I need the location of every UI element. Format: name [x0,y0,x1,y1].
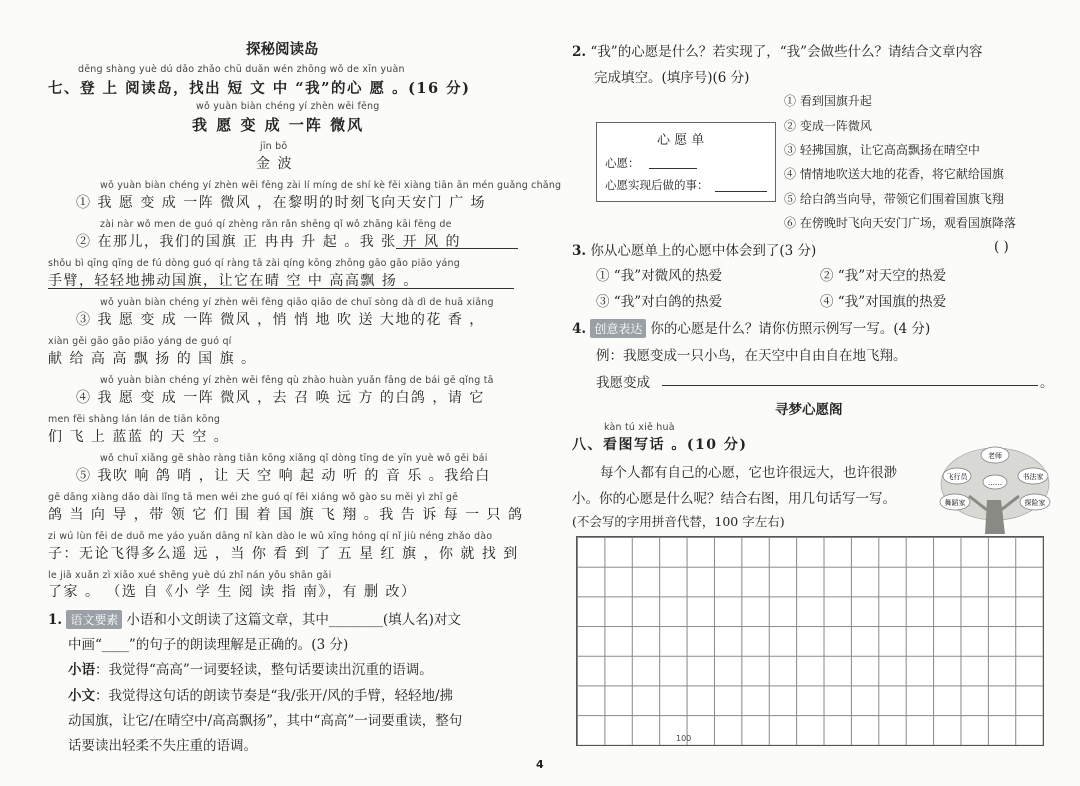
line-11-text: 了家 。 （选 自《小 学 生 阅 读 指 南》，有 删 改） [48,584,417,600]
line-11-pinyin: le jiā xuǎn zì xiǎo xué shēng yuè dú zhǐ nán yǒu shān gǎi [48,570,332,581]
question-4 [572,317,930,338]
option-1: ① 看到国旗升起 [784,94,872,108]
line-2-pinyin: zài nàr wǒ men de guó qí zhèng rǎn rǎn shēng qǐ wǒ zhāng kāi fēng de [100,219,452,230]
line-8-text: ⑤ 我吹 响 鸽 哨 ，让 天 空 响 起 动 听 的 音 乐 。我给白 [76,468,491,484]
grid-100-mark: 100 [676,734,692,743]
xiaowen-line3: 话要读出轻柔不失庄重的语调。 [68,738,257,754]
q2-line1: “我”的心愿是什么？若实现了，“我”会做些什么？请结合文章内容 [590,44,983,60]
tree-label-teacher: 老师 [988,452,1002,460]
line-5-pinyin: xiàn gěi gāo gāo piāo yáng de guó qí [48,336,232,347]
q7-heading: 七、登 上 阅读岛，找出 短 文 中 “我”的心 愿 。(16 分) [48,80,471,97]
line-1-pinyin: wǒ yuàn biàn chéng yí zhèn wēi fēng zài lí míng de shí kè fēi xiàng tiān ān mén guǎng chǎng [100,180,562,191]
option-5: ⑤ 给白鸽当向导，带领它们围着国旗飞翔 [784,192,1004,206]
xiaowen-text1: ：我觉得这句话的朗读节奏是“我/张开/风的手臂，轻轻地/拂 [95,688,454,704]
tree-label-calligrapher: 书法家 [1022,473,1044,481]
underline-a [396,248,518,249]
line-7-text: 们 飞 上 蓝蓝 的 天 空 。 [48,429,230,445]
wish-card [596,122,776,202]
option-3: ③ 轻拂国旗，让它高高飘扬在晴空中 [784,143,980,157]
q3-answer-paren[interactable]: ( ) [994,239,1009,255]
tree-label-pilot: 飞行员 [946,473,968,481]
line-3-text: 手臂，轻轻地拂动国旗，让它在晴 空 中 高高飘 扬 。 [48,273,419,289]
poem-title-pinyin: wǒ yuàn biàn chéng yí zhèn wēi fēng [196,101,380,112]
author: 金 波 [256,156,293,172]
option-4: ④ 情情地吹送大地的花香，将它献给国旗 [784,167,1004,181]
tree-label-dancer: 舞蹈家 [944,499,966,507]
q7-pinyin: dēng shàng yuè dú dǎo zhǎo chū duǎn wén zhōng wǒ de xīn yuàn [78,64,405,75]
q8-body1: 每个人都有自己的心愿，它也许很远大，也许很渺 [600,465,897,481]
poem-title: 我 愿 变 成 一阵 微风 [192,116,365,134]
q1-number: 1. [48,612,63,628]
line-9-text: 鸽 当 向 导 ，带 领 它 们 围 着 国 旗 飞 翔 。我 告 诉 每 一 只 鸽 [48,507,524,523]
card-wish-blank[interactable] [649,168,697,169]
xiaowen-line2: 动国旗，让它/在晴空中/高高飘扬”，其中“高高”一词要重读，整句 [68,713,463,729]
q4-example: 例：我愿变成一只小鸟，在天空中自由自在地飞翔。 [596,348,907,364]
q1-line1: 小语和小文朗读了这篇文章，其中________(填人名)对文 [126,612,461,628]
wish-tree-illustration [935,440,1055,536]
line-7-pinyin: men fēi shàng lán lán de tiān kōng [48,414,221,425]
line-9-pinyin: gē dāng xiàng dǎo dài lǐng tā men wéi zhe guó qí fēi xiáng wǒ gào su měi yì zhī gē [48,492,459,503]
question-3 [572,239,816,259]
q1-line2: 中画“____”的句子的朗读理解是正确的。(3 分) [68,637,349,653]
question-2 [572,40,983,60]
xiaoyu-line [68,658,433,678]
option-6: ⑥ 在傍晚时飞向天安门广场，观看国旗降落 [784,216,1016,230]
writing-grid[interactable] [576,536,1044,746]
q4-text: 你的心愿是什么？请你仿照示例写一写。(4 分) [650,321,931,337]
q3-choice-1[interactable]: ① “我”对微风的热爱 [596,268,723,284]
line-6-text: ④ 我 愿 变 成 一阵 微风 ，去 召 唤 远 方 的白鸽 ，请 它 [76,390,485,406]
author-pinyin: jīn bō [260,141,288,152]
q3-number: 3. [572,243,587,259]
tree-label-more: …… [988,479,1002,487]
dream-title: 寻梦心愿阁 [775,402,843,418]
line-4-pinyin: wǒ yuàn biàn chéng yí zhèn wēi fēng qiāo qiāo de chuī sòng dà dì de huā xiāng [100,297,494,308]
line-5-text: 献 给 高 高 飘 扬 的 国 旗 。 [48,351,257,367]
q4-answer-line[interactable] [662,385,1038,386]
q2-line2: 完成填空。(填序号)(6 分) [594,70,750,86]
q4-prompt: 我愿变成 [596,375,650,391]
card-after-blank[interactable] [715,191,767,192]
line-6-pinyin: wǒ yuàn biàn chéng yí zhèn wēi fēng qù zhào huàn yuǎn fāng de bái gē qǐng tā [100,375,494,386]
card-title: 心 愿 单 [657,133,705,148]
page-number: 4 [536,758,544,771]
option-2: ② 变成一阵微风 [784,119,872,133]
q4-period: 。 [1040,375,1054,391]
xiaowen-name: 小文 [68,688,95,704]
card-wish-label: 心愿： [605,156,640,170]
line-1-text: ① 我 愿 变 成 一阵 微风 ，在黎明的时刻飞向天安门 广 场 [76,195,487,211]
line-3-pinyin: shǒu bì qīng qīng de fú dòng guó qí ràng tā zài qíng kōng zhōng gāo gāo piāo yáng [48,258,460,269]
q1-tag: 语文要素 [66,610,122,629]
island-title: 探秘阅读岛 [246,41,319,58]
line-2-text: ② 在那儿，我们的国旗 正 冉冉 升 起 。我 张 开 风 的 [76,234,462,250]
q2-number: 2. [572,44,587,60]
q4-number: 4. [572,321,587,337]
q8-pinyin: kàn tú xiě huà [604,422,675,433]
question-1 [48,608,461,629]
q3-choice-4[interactable]: ④ “我”对国旗的热爱 [820,294,947,310]
line-10-pinyin: zi wú lùn fēi de duō me yáo yuǎn dāng nǐ kàn dào le wǔ xīng hóng qí nǐ jiù néng zhǎo dào [48,531,493,542]
q3-choice-2[interactable]: ② “我”对天空的热爱 [820,268,947,284]
q3-choice-3[interactable]: ③ “我”对白鸽的热爱 [596,294,723,310]
line-8-pinyin: wǒ chuī xiǎng gē shào ràng tiān kōng xiǎng qǐ dòng tīng de yīn yuè wǒ gěi bái [100,453,488,464]
xiaowen-line1 [68,684,453,704]
q8-body2: 小。你的心愿是什么呢？结合右图，用几句话写一写。 [572,491,896,507]
q4-tag: 创意表达 [590,319,646,338]
xiaoyu-text: ：我觉得“高高”一词要轻读，整句话要读出沉重的语调。 [95,662,433,678]
tree-label-explorer: 探险家 [1024,499,1046,507]
q8-heading: 八、看图写话 。(10 分) [572,437,748,453]
q8-note: (不会写的字用拼音代替，100 字左右) [572,514,785,529]
line-4-text: ③ 我 愿 变 成 一阵 微风 ，悄 悄 地 吹 送 大地的花 香 ， [76,312,485,328]
q3-text: 你从心愿单上的心愿中体会到了(3 分) [590,243,817,259]
underline-b [48,288,514,289]
card-after-label: 心愿实现后做的事： [605,178,709,192]
line-10-text: 子：无论飞得多么遥 远 ，当 你 看 到 了 五 星 红 旗 ，你 就 找 到 [48,546,519,562]
xiaoyu-name: 小语 [68,662,95,678]
